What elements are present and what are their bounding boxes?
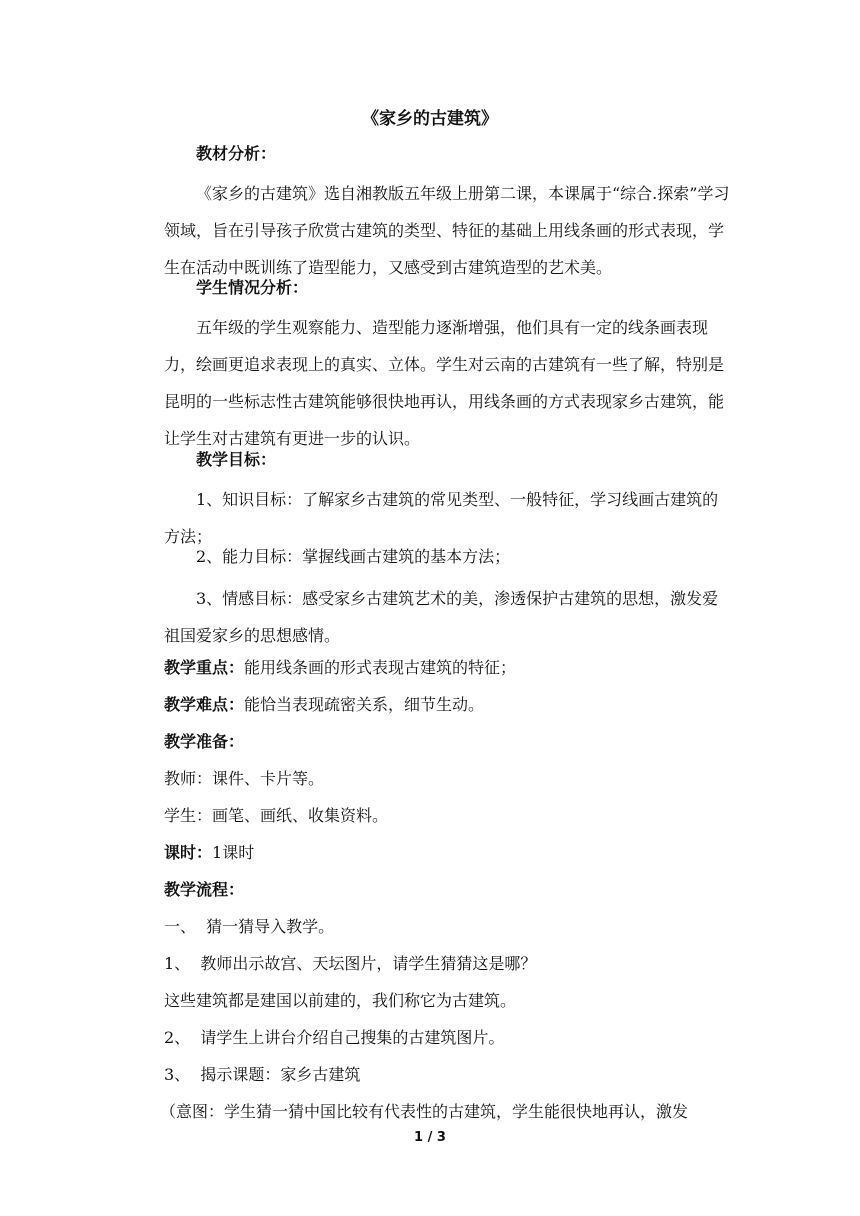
hours-block [164,838,734,868]
goals-heading: 教学目标： [196,450,277,469]
goal-1: 1、知识目标：了解家乡古建筑的常见类型、一般特征，学习线画古建筑的方法； [164,490,719,546]
goal-2: 2、能力目标：掌握线画古建筑的基本方法； [196,547,511,566]
key-point-block [164,653,734,683]
flow-1-3-block [164,1060,734,1090]
flow-step-1-2: 2、 请学生上讲台介绍自己搜集的古建筑图片。 [164,1028,505,1047]
key-point-text: 能用线条画的形式表现古建筑的特征； [244,658,517,677]
student-heading-block [164,273,734,303]
goal-2-block [164,542,734,572]
prep-teacher-block [164,764,734,794]
prep-heading: 教学准备： [164,732,245,751]
page-number: 1 / 3 [414,1130,446,1145]
goal-3: 3、情感目标：感受家乡古建筑艺术的美，渗透保护古建筑的思想，激发爱祖国爱家乡的思想感情。 [164,589,719,645]
material-heading-block [164,139,734,169]
hours-label: 课时： [164,843,213,862]
prep-heading-block [164,727,734,757]
material-heading: 教材分析： [196,144,277,163]
flow-heading: 教学流程： [164,880,245,899]
flow-step-1: 一、 猜一猜导入教学。 [164,917,335,936]
student-paragraph-block [164,309,734,457]
material-paragraph: 《家乡的古建筑》选自湘教版五年级上册第二课，本课属于“综合.探索”学习领域，旨在引导孩子欣赏古建筑的类型、特征的基础上用线条画的形式表现，学生在活动中既训练了造型能力，又感受到古建筑造型的艺术美。 [164,184,730,277]
difficulty-label: 教学难点： [164,695,245,714]
flow-heading-block [164,875,734,905]
flow-1-block [164,912,734,942]
flow-1-2-block [164,1023,734,1053]
hours-text: 1课时 [212,843,255,862]
flow-step-1-3: 3、 揭示课题：家乡古建筑 [164,1065,361,1084]
goal-3-block [164,580,734,654]
flow-step-1-1: 1、 教师出示故宫、天坛图片，请学生猜猜这是哪？ [164,954,537,973]
prep-student-block [164,801,734,831]
flow-intent-block [160,1097,730,1127]
difficulty-block [164,690,734,720]
goals-heading-block [164,445,734,475]
flow-intent: （意图：学生猜一猜中国比较有代表性的古建筑，学生能很快地再认，激发 [160,1102,689,1121]
student-paragraph: 五年级的学生观察能力、造型能力逐渐增强，他们具有一定的线条画表现力，绘画更追求表现上的真实、立体。学生对云南的古建筑有一些了解，特别是昆明的一些标志性古建筑能够很快地再认，用线条画的方式表现家乡古建筑，能让学生对古建筑有更进一步的认识。 [164,318,725,448]
flow-step-1-1-note: 这些建筑都是建国以前建的，我们称它为古建筑。 [164,991,517,1010]
material-paragraph-block [164,175,734,286]
prep-teacher: 教师：课件、卡片等。 [164,769,325,788]
prep-student: 学生：画笔、画纸、收集资料。 [164,806,389,825]
difficulty-text: 能恰当表现疏密关系，细节生动。 [244,695,485,714]
key-point-label: 教学重点： [164,658,245,677]
flow-1-1-block [164,949,734,979]
document-title: 《家乡的古建筑》 [362,109,498,129]
flow-1-1-note-block [164,986,734,1016]
student-heading: 学生情况分析： [196,278,309,297]
